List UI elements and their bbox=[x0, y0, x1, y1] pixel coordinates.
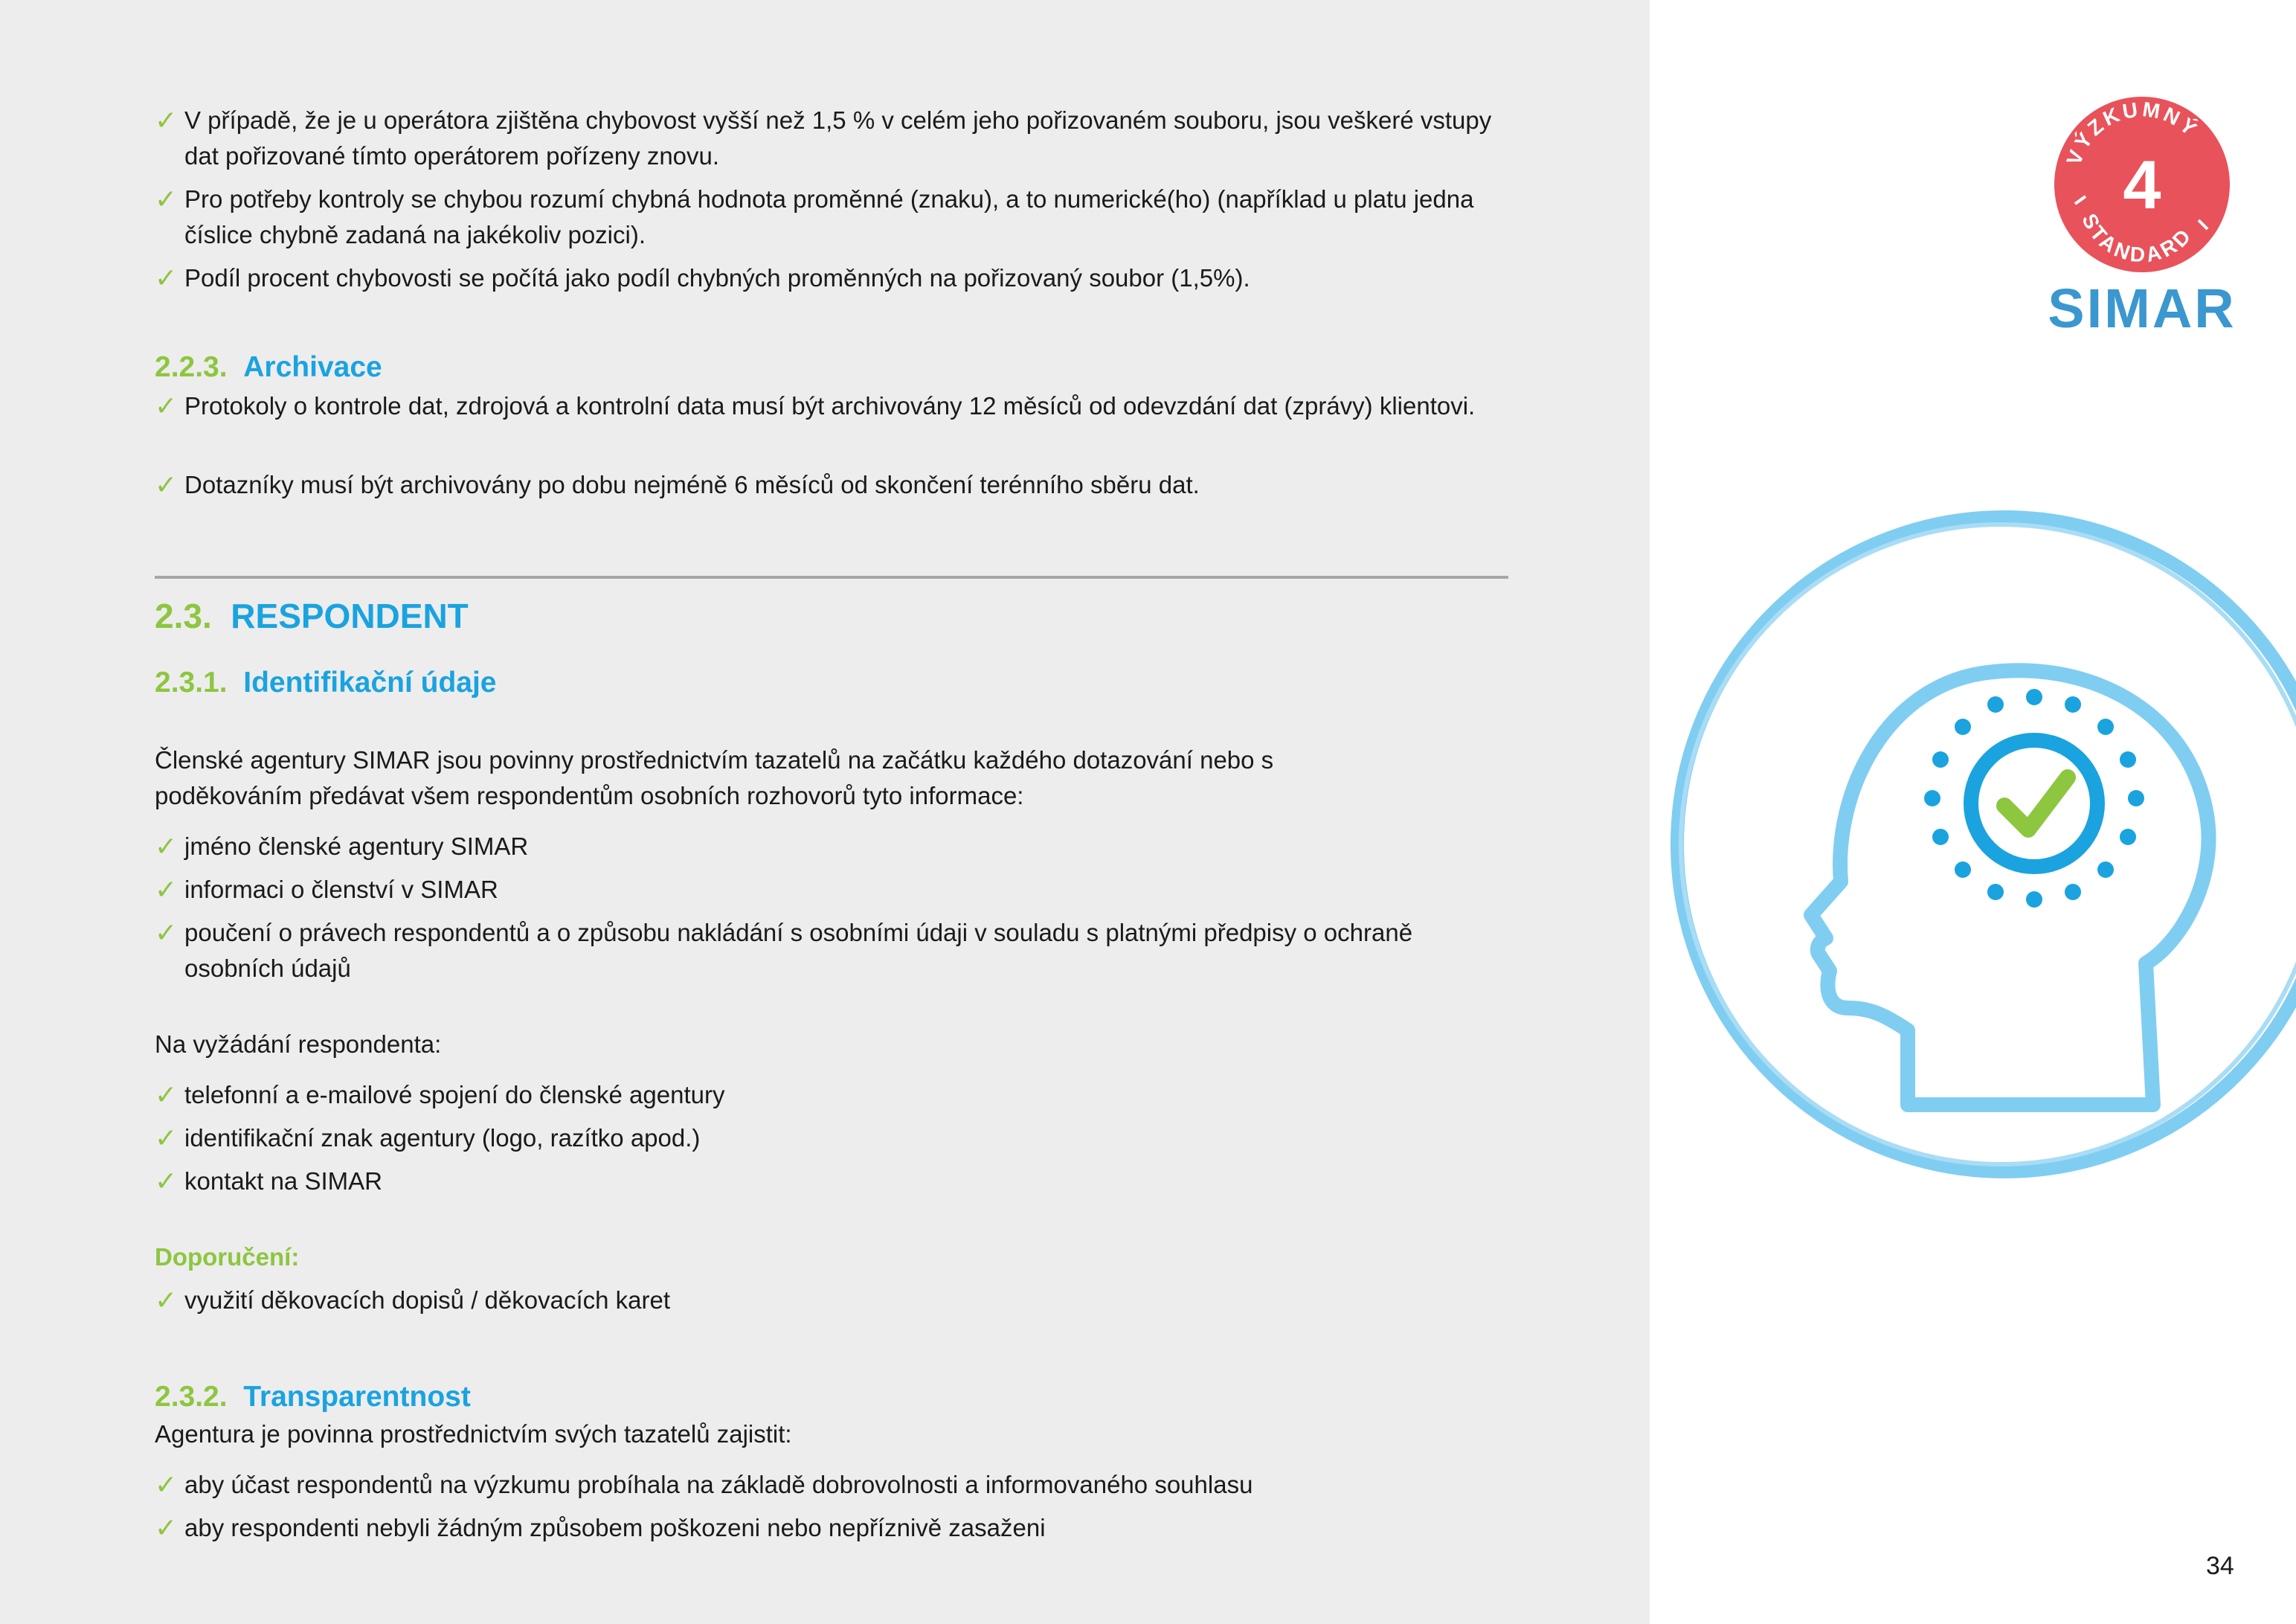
list-item-text: kontakt na SIMAR bbox=[184, 1167, 382, 1195]
section-number: 2.2.3. bbox=[155, 351, 228, 383]
request-label: Na vyžádání respondenta: bbox=[155, 1030, 442, 1058]
list-item-text: jméno členské agentury SIMAR bbox=[184, 832, 529, 860]
section-number: 2.3.2. bbox=[155, 1381, 228, 1413]
check-icon: ✓ bbox=[155, 917, 178, 948]
check-icon: ✓ bbox=[155, 1512, 178, 1543]
section-title: Archivace bbox=[243, 351, 382, 383]
list-item-text: V případě, že je u operátora zjištěna chybovost vyšší než 1,5 % v celém jeho pořizovaném souboru, jsou veškeré vstupy dat pořizované tímto operátorem pořízeny znovu. bbox=[184, 106, 1492, 170]
check-icon: ✓ bbox=[155, 105, 178, 135]
list-item-text: Dotazníky musí být archivovány po dobu nejméně 6 měsíců od skončení terénního sběru dat. bbox=[184, 471, 1200, 498]
check-icon: ✓ bbox=[155, 184, 178, 214]
badge-arc-bottom: STANDARD bbox=[2077, 210, 2197, 267]
list-item-text: Pro potřeby kontroly se chybou rozumí chybná hodnota proměnné (znaku), a to numerické(ho) (například u platu jedna číslice chybně zadaná na jakékoliv pozici). bbox=[184, 185, 1474, 248]
check-icon: ✓ bbox=[155, 1079, 178, 1110]
research-standard-badge bbox=[2053, 95, 2231, 274]
list-item-text: využití děkovacích dopisů / děkovacích karet bbox=[184, 1286, 671, 1314]
section-heading-identifikacni bbox=[155, 665, 497, 701]
section-title: Transparentnost bbox=[243, 1381, 471, 1413]
section-heading-transparentnost bbox=[155, 1379, 471, 1415]
check-icon bbox=[2004, 777, 2068, 829]
page-number: 34 bbox=[2206, 1552, 2234, 1580]
check-icon: ✓ bbox=[155, 1166, 178, 1196]
simar-logo: SIMAR bbox=[2048, 277, 2236, 339]
intro-paragraph: Agentura je povinna prostřednictvím svých tazatelů zajistit: bbox=[155, 1420, 792, 1448]
intro-paragraph: Členské agentury SIMAR jsou povinny prostřednictvím tazatelů na začátku každého dotazování nebo s poděkováním předávat všem respondentům osobních rozhovorů tyto informace: bbox=[155, 746, 1274, 809]
section-number: 2.3. bbox=[155, 597, 212, 635]
check-ring bbox=[1971, 740, 2097, 867]
check-icon: ✓ bbox=[155, 391, 178, 421]
list-item-text: informaci o členství v SIMAR bbox=[184, 876, 498, 903]
section-title: RESPONDENT bbox=[231, 597, 469, 635]
badge-arc-top: VÝZKUMNÝ bbox=[2062, 97, 2204, 168]
recommendation-label: Doporučení: bbox=[155, 1243, 300, 1271]
section-divider bbox=[155, 576, 1508, 579]
list-item-text: telefonní a e-mailové spojení do členské agentury bbox=[184, 1081, 725, 1108]
badge-number: 4 bbox=[2123, 147, 2161, 223]
head-outline bbox=[1811, 670, 2209, 1105]
section-heading-archivace bbox=[155, 350, 382, 385]
list-item-text: Podíl procent chybovosti se počítá jako podíl chybných proměnných na pořizovaný soubor (1,5%). bbox=[184, 264, 1250, 292]
check-icon: ✓ bbox=[155, 1123, 178, 1153]
list-item-text: aby respondenti nebyli žádným způsobem poškozeni nebo nepříznivě zasaženi bbox=[184, 1514, 1046, 1541]
check-icon: ✓ bbox=[155, 1469, 178, 1500]
check-icon: ✓ bbox=[155, 263, 178, 293]
dots-ring bbox=[1924, 689, 2144, 908]
check-icon: ✓ bbox=[155, 469, 178, 500]
head-check-illustration bbox=[1662, 495, 2296, 1194]
check-icon: ✓ bbox=[155, 831, 178, 861]
check-icon: ✓ bbox=[155, 1285, 178, 1315]
list-item-text: Protokoly o kontrole dat, zdrojová a kontrolní data musí být archivovány 12 měsíců od odevzdání dat (zprávy) klientovi. bbox=[184, 392, 1476, 420]
list-item-text: aby účast respondentů na výzkumu probíhala na základě dobrovolnosti a informovaného souhlasu bbox=[184, 1471, 1253, 1498]
list-item-text: identifikační znak agentury (logo, razítko apod.) bbox=[184, 1124, 701, 1152]
section-heading-respondent bbox=[155, 595, 469, 637]
check-icon: ✓ bbox=[155, 874, 178, 905]
list-item-text: poučení o právech respondentů a o způsobu nakládání s osobními údaji v souladu s platnými předpisy o ochraně osobních údajů bbox=[184, 919, 1413, 982]
section-title: Identifikační údaje bbox=[243, 667, 497, 699]
section-number: 2.3.1. bbox=[155, 667, 228, 699]
